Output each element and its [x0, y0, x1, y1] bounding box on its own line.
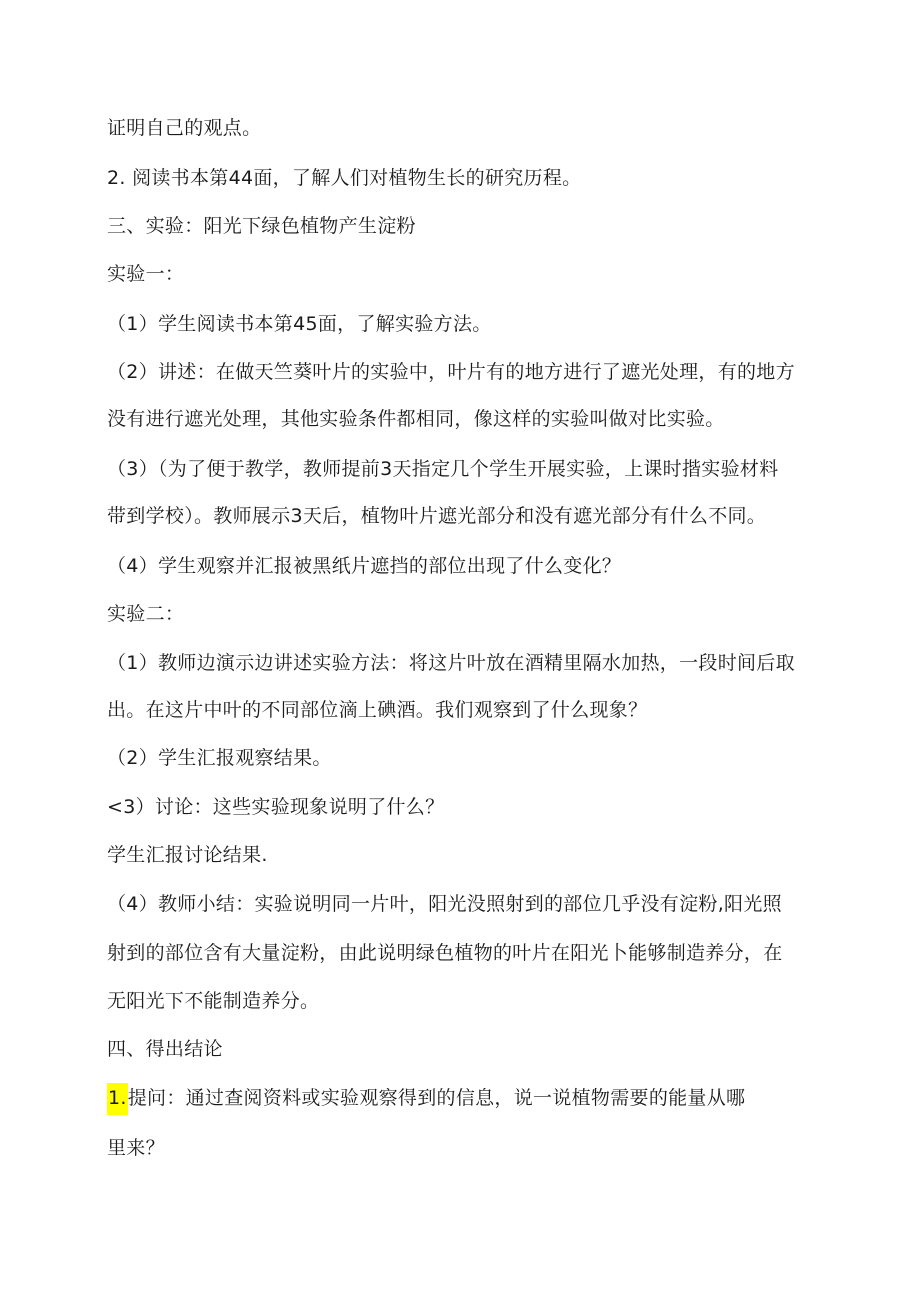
highlighted-line [107, 1085, 745, 1111]
text-line: （2）讲述：在做天竺葵叶片的实验中，叶片有的地方进行了遮光处理，有的地方 [107, 361, 795, 383]
text-line: （4）学生观察并汇报被黑纸片遮挡的部位出现了什么变化？ [107, 555, 622, 577]
text-line: 射到的部位含有大量淀粉，由此说明绿色植物的叶片在阳光卜能够制造养分，在 [107, 942, 783, 964]
highlighted-marker: 1. [107, 1083, 128, 1115]
section-heading: 三、实验：阳光下绿色植物产生淀粉 [107, 215, 416, 237]
text-line: 无阳光下不能制造养分。 [107, 990, 320, 1012]
text-line: 证明自己的观点。 [107, 117, 262, 139]
text-line: 里来？ [107, 1137, 165, 1159]
text-line: 没有进行遮光处理，其他实验条件都相同，像这样的实验叫做对比实验。 [107, 408, 725, 430]
section-heading: 四、得出结论 [107, 1038, 223, 1060]
highlighted-text: 提问：通过查阅资料或实验观察得到的信息，说一说植物需要的能量从哪 [127, 1087, 746, 1109]
text-line: （3）（为了便于教学，教师提前3天指定几个学生开展实验，上课时揩实验材料 [107, 458, 779, 480]
text-line: （1）学生阅读书本第45面，了解实验方法。 [107, 313, 492, 335]
text-line: 学生汇报讨论结果. [107, 844, 268, 866]
text-line: <3）讨论：这些实验现象说明了什么？ [107, 796, 445, 818]
text-line: （4）教师小结：实验说明同一片叶，阳光没照射到的部位几乎没有淀粉,阳光照 [107, 893, 782, 915]
text-line: 2. 阅读书本第44面，了解人们对植物生长的研究历程。 [107, 167, 582, 189]
text-line: （2）学生汇报观察结果。 [107, 747, 332, 769]
subsection-heading: 实验二： [107, 603, 185, 625]
text-line: 出。在这片中叶的不同部位滴上碘酒。我们观察到了什么现象？ [107, 699, 648, 721]
text-line: （1）教师边演示边讲述实验方法：将这片叶放在酒精里隔水加热，一段时间后取 [107, 652, 795, 674]
text-line: 带到学校）。教师展示3天后，植物叶片遮光部分和没有遮光部分有什么不同。 [107, 505, 767, 527]
subsection-heading: 实验一： [107, 263, 185, 285]
